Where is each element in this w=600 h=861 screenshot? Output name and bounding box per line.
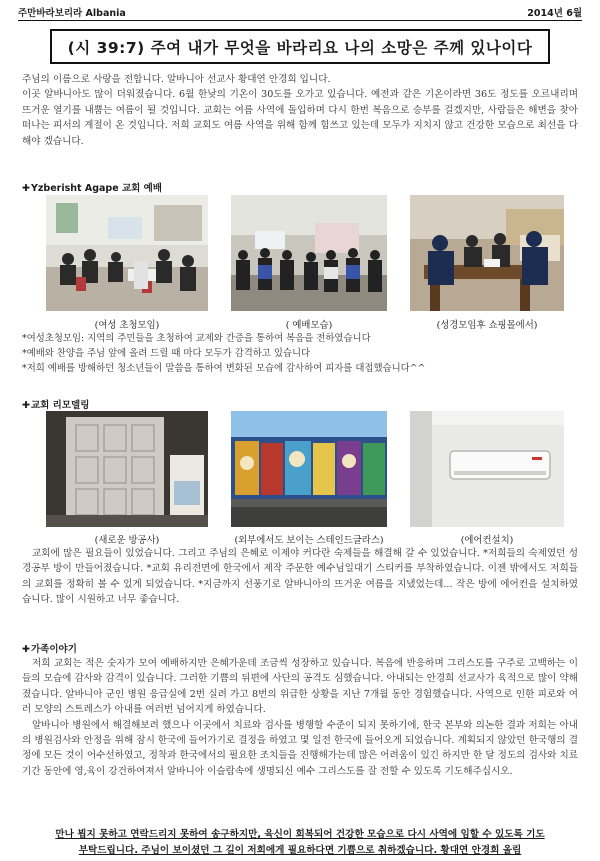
page-title: (시 39:7) 주여 내가 무엇을 바라리요 나의 소망은 주께 있나이다 [67,38,533,57]
photo-mall [410,195,564,311]
family-body-2: 알바니아 병원에서 해결해보려 했으나 이곳에서 치료와 검사를 병행할 수준이 되지 못하기에, 한국 본부와 의논한 결과 저희는 아내의 병원검사와 안정을 위해 잠시 한국에 들어가기로 결정을 하였고 몇 일전 한국에 들어오게 되었습니다. 계획되지 않았던 한국행의 결정에 모든 것이 어수선하였고, 정착과 한국에서의 필요한 조치들을 진행해가는데 많은 어려움이 있긴 하지만 한 달 정도의 검사와 치료 기간 동안에 영,육이 강건하여져서 알바니아 이슬람속에 생명되신 예수 그리스도를 잘 전할 수 있도록 기도해주십시오. [22,719,578,777]
page-header [18,5,582,19]
caption-mall: (성경모임후 쇼핑몰에서) [436,320,538,331]
caption-aircon: (에어컨설치) [460,535,514,546]
caption-women-meeting: (여성 초청모임) [94,320,160,331]
photo-women-meeting [46,195,208,311]
section-worship-title: Yzberisht Agape 교회 예배 [31,183,162,194]
section-family-title: 가족이야기 [31,644,77,655]
plus-icon: ✚ [22,183,30,194]
photo-new-room [46,411,208,527]
section-remodel-heading [22,397,89,411]
worship-bullets [22,331,582,376]
bullet-youth-pizza: *저희 예배를 방해하던 청소년들이 말씀을 통하여 변화된 모습에 감사하여 피자를 대접했습니다^^ [22,363,426,374]
intro-body: 이곳 알바니아도 많이 더워졌습니다. 6월 한낮의 기온이 30도를 오가고 있습니다. 예전과 같은 기온이라면 36도 정도를 오르내리며 뜨거운 열기를 내뿜는 여름이 될 것입니다. 교회는 여름 사역에 돌입하며 다시 한번 복음으로 승부를 걸겠지만, 사람들은 해변을 찾아 떠나는 피서의 계절이 온 것입니다. 저희 교회도 여름 사역을 위해 함께 힘쓰고 있는데 모두가 지치지 않고 건강한 모습으로 최선을 다해야 겠습니다. [22,89,578,147]
photo-aircon [410,411,564,527]
photo-worship [231,195,387,311]
closing-line-1: 만나 뵙지 못하고 연락드리지 못하여 송구하지만, 육신이 회복되어 건강한 모습으로 다시 사역에 임할 수 있도록 기도 [55,829,545,840]
bullet-worship: *예배와 찬양을 주님 앞에 올려 드릴 때 마다 모두가 감격하고 있습니다 [22,348,311,359]
section-family-heading [22,641,77,655]
intro-greeting: 주님의 이름으로 사랑을 전합니다. 알바니아 선교사 황대연 안경희 입니다. [22,74,331,85]
closing-prayer [18,827,582,859]
family-section [22,656,578,779]
bullet-women-meeting: *여성초청모임: 지역의 주민들을 초청하여 교제와 간증을 통하여 복음을 전하였습니다 [22,333,371,344]
plus-icon: ✚ [22,644,30,655]
plus-icon: ✚ [22,400,30,411]
remodel-section [22,546,578,608]
family-body-1: 저희 교회는 적은 숫자가 모여 예배하지만 은혜가운데 조금씩 성장하고 있습니다. 복음에 반응하며 그리스도를 구주로 고백하는 이들의 모습에 감사와 감격이 있습니다. 그러한 기쁨의 뒤편에 사단의 공격도 심했습니다. 아내되는 안경희 선교사가 육적으로 많이 약해졌습니다. 알바니아 군인 병원 응급실에 2번 실려 가고 8번의 위급한 상황을 지난 7개월 동안 경험했습니다. 사역으로 인한 피로와 여러 모양의 스트레스가 아내를 여러번 넘어지게 하였습니다. [22,658,578,716]
closing-line-2: 부탁드립니다. 주님이 보이셨던 그 길이 저희에게 필요하다면 기쁨으로 취하겠습니다. 황대연 안경희 올림 [78,845,522,856]
header-date: 2014년 6월 [527,8,582,19]
caption-worship: ( 예배모습) [285,320,333,331]
header-rule [18,20,582,21]
photo-stained-glass [231,411,387,527]
section-worship-heading [22,180,162,194]
intro-section [22,72,578,149]
remodel-body: 교회에 많은 필요들이 있었습니다. 그리고 주님의 은혜로 이제야 커다란 숙제들을 해결해 갈 수 있었습니다. *저희들의 숙제였던 성경공부 방이 만들어졌습니다. *교회 유리전면에 한국에서 제작 주문한 예수님일대기 스티커를 부착하였습니다. 이젠 밖에서도 저희들의 교회를 정확히 볼 수 있게 되었습니다. *지금까지 선풍기로 알바니아의 뜨거운 여름을 지냈었는데... 작은 방에 에어컨을 설치하였습니다. 많이 시원하고 너무 좋습니다. [22,548,578,606]
caption-stained-glass: (외부에서도 보이는 스테인드글라스) [234,535,384,546]
caption-new-room: (새로운 방공사) [94,535,160,546]
title-box [50,29,550,64]
header-left: 주만바라보리라 Albania [18,8,126,19]
section-remodel-title: 교회 리모델링 [31,400,90,411]
